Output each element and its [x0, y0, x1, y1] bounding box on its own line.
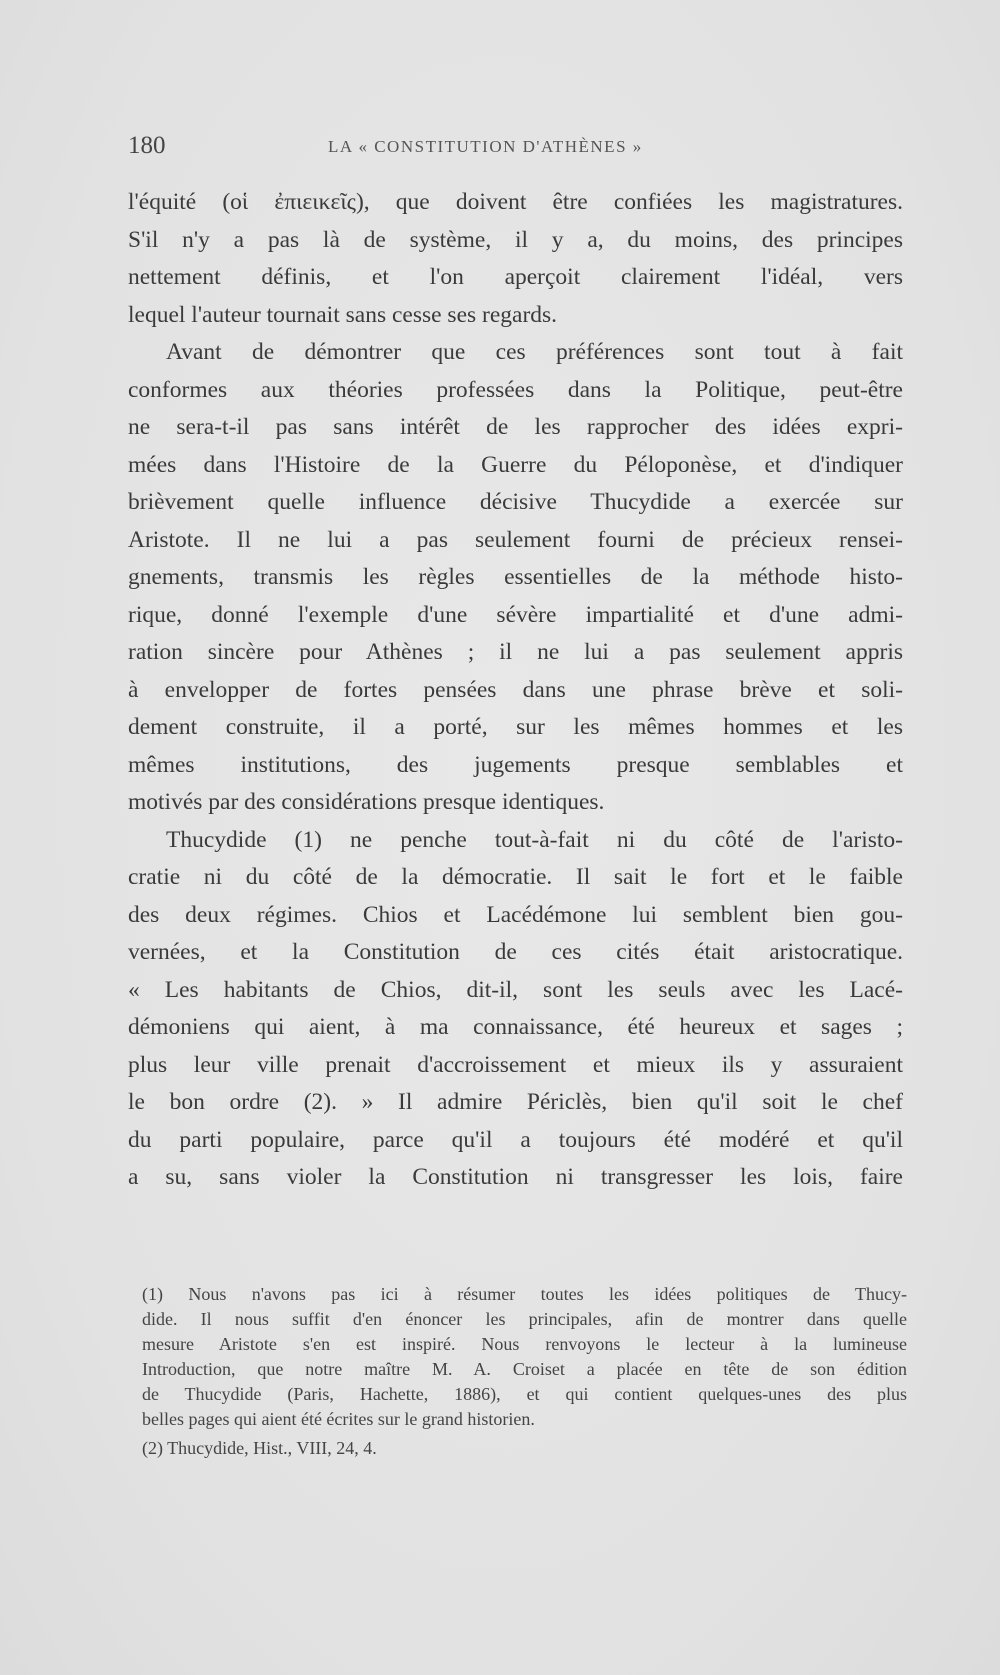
- text-line: mées dans l'Histoire de la Guerre du Péloponèse, et d'indiquer: [128, 451, 903, 478]
- paragraph-2: [128, 334, 903, 822]
- footnote-line: mesure Aristote s'en est inspiré. Nous renvoyons le lecteur à la lumineuse: [142, 1334, 907, 1354]
- text-line: motivés par des considérations presque identiques.: [128, 789, 605, 815]
- footnote-2: [142, 1436, 907, 1461]
- text-line: S'il n'y a pas là de système, il y a, du moins, des principes: [128, 226, 903, 253]
- text-line: dement construite, il a porté, sur les mêmes hommes et les: [128, 714, 903, 740]
- text-line: l'équité (οἱ ἐπιεικεῖς), que doivent être confiées les magistratures.: [128, 189, 903, 215]
- paragraph-1: [128, 184, 903, 334]
- text-line: plus leur ville prenait d'accroissement et mieux ils y assuraient: [128, 1051, 903, 1078]
- text-line: Thucydide (1) ne penche tout-à-fait ni du côté de l'aristo-: [166, 826, 903, 853]
- text-line: brièvement quelle influence décisive Thucydide a exercée sur: [128, 489, 903, 515]
- text-line: « Les habitants de Chios, dit-il, sont les seuls avec les Lacé-: [128, 976, 903, 1003]
- text-line: nettement définis, et l'on aperçoit clairement l'idéal, vers: [128, 264, 903, 290]
- paragraph-3: [128, 822, 903, 1197]
- text-line: mêmes institutions, des jugements presque semblables et: [128, 751, 903, 778]
- footnote-1: [142, 1282, 907, 1432]
- footnotes: [142, 1282, 907, 1461]
- text-line: cratie ni du côté de la démocratie. Il sait le fort et le faible: [128, 864, 903, 890]
- text-line: conformes aux théories professées dans la Politique, peut-être: [128, 376, 903, 403]
- footnote-line: de Thucydide (Paris, Hachette, 1886), et qui contient quelques-unes des plus: [142, 1384, 907, 1404]
- text-line: gnements, transmis les règles essentielles de la méthode histo-: [128, 564, 903, 590]
- text-line: Aristote. Il ne lui a pas seulement fourni de précieux rensei-: [128, 526, 903, 553]
- text-line: le bon ordre (2). » Il admire Périclès, bien qu'il soit le chef: [128, 1089, 903, 1115]
- footnote-line: dide. Il nous suffit d'en énoncer les principales, afin de montrer dans quelle: [142, 1309, 907, 1329]
- footnote-line: belles pages qui aient été écrites sur le grand historien.: [142, 1409, 535, 1429]
- text-line: ne sera-t-il pas sans intérêt de les rapprocher des idées expri-: [128, 414, 903, 440]
- text-line: Avant de démontrer que ces préférences sont tout à fait: [166, 339, 903, 365]
- text-line: vernées, et la Constitution de ces cités était aristocratique.: [128, 939, 903, 965]
- text-line: des deux régimes. Chios et Lacédémone lui semblent bien gou-: [128, 901, 903, 928]
- footnote-line: Introduction, que notre maître M. A. Croiset a placée en tête de son édition: [142, 1359, 907, 1379]
- page-header: [128, 132, 908, 172]
- text-line: ration sincère pour Athènes ; il ne lui a pas seulement appris: [128, 639, 903, 665]
- footnote-line: (2) Thucydide, Hist., VIII, 24, 4.: [142, 1438, 377, 1458]
- footnote-line: (1) Nous n'avons pas ici à résumer toutes les idées politiques de Thucy-: [142, 1284, 907, 1304]
- page-number: 180: [128, 132, 166, 159]
- text-line: lequel l'auteur tournait sans cesse ses regards.: [128, 301, 558, 328]
- text-line: a su, sans violer la Constitution ni transgresser les lois, faire: [128, 1164, 903, 1190]
- main-text: [128, 184, 903, 1197]
- text-line: du parti populaire, parce qu'il a toujours été modéré et qu'il: [128, 1126, 903, 1153]
- running-head: LA « CONSTITUTION D'ATHÈNES »: [328, 137, 643, 156]
- text-line: rique, donné l'exemple d'une sévère impartialité et d'une admi-: [128, 601, 903, 628]
- text-line: démoniens qui aient, à ma connaissance, été heureux et sages ;: [128, 1014, 903, 1040]
- text-line: à envelopper de fortes pensées dans une phrase brève et soli-: [128, 676, 903, 703]
